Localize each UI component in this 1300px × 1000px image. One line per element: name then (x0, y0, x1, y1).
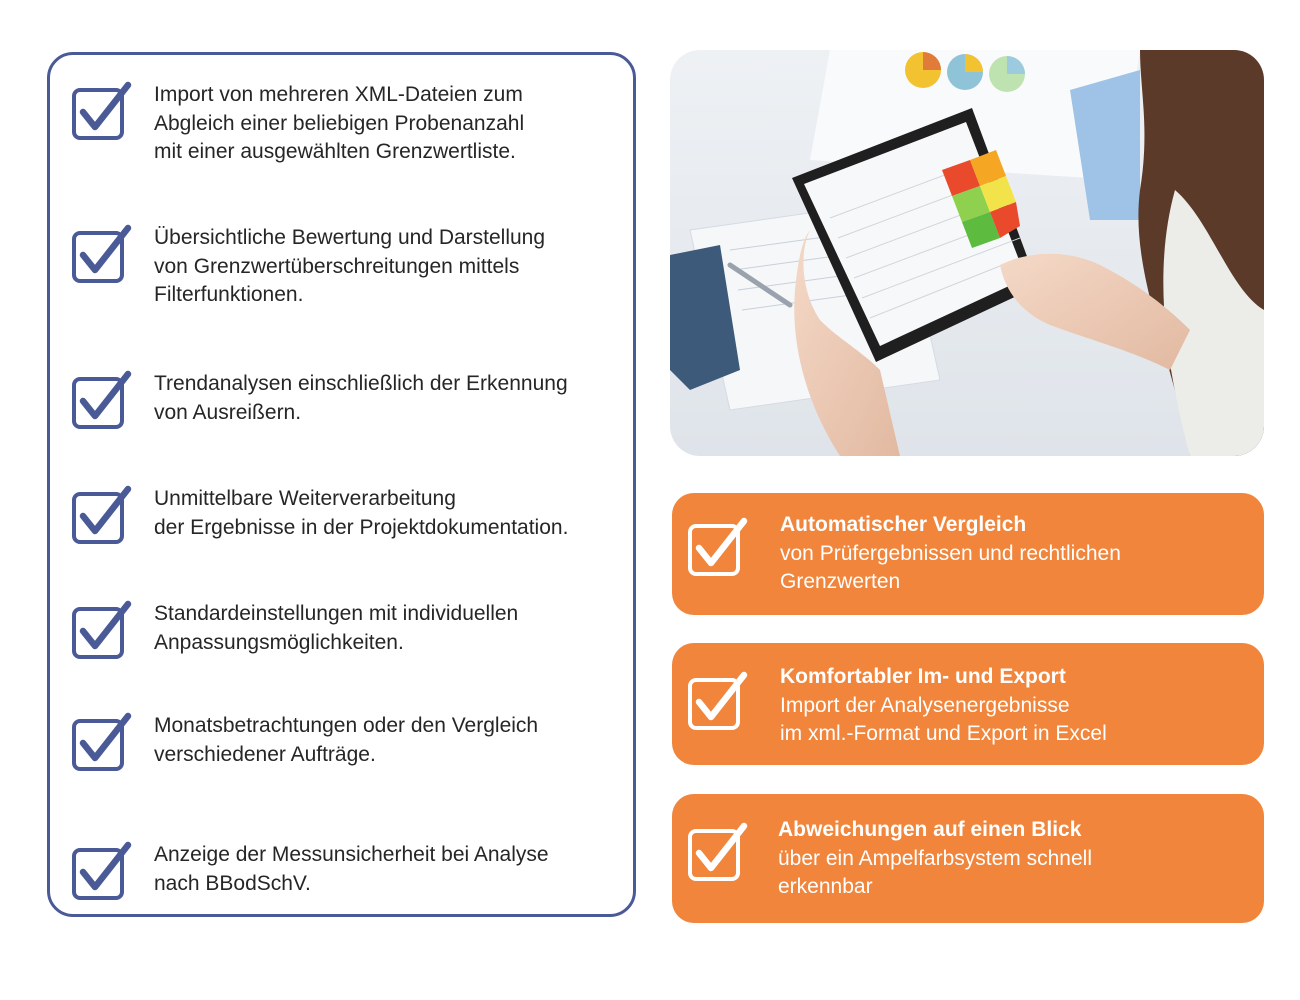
checkbox-checked-icon (70, 841, 132, 903)
feature-text: Monatsbetrachtungen oder den Vergleich verschiedener Aufträge. (154, 714, 539, 766)
feature-item (70, 370, 629, 432)
checkbox-checked-icon (686, 517, 748, 579)
feature-text: Übersichtliche Bewertung und Darstellung von Grenzwertüberschreitungen mittels Filterfunktionen. (154, 226, 546, 306)
feature-item (70, 600, 629, 662)
feature-text: Anzeige der Messunsicherheit bei Analyse nach BBodSchV. (154, 843, 549, 895)
card-body: über ein Ampelfarbsystem schnell erkennbar (778, 846, 1092, 898)
card-body: von Prüfergebnissen und rechtlichen Grenzwerten (780, 541, 1121, 593)
checkbox-checked-icon (70, 81, 132, 143)
card-title: Komfortabler Im- und Export (780, 665, 1066, 688)
feature-text: Import von mehreren XML-Dateien zum Abgleich einer beliebigen Probenanzahl mit einer ausgewählten Grenzwertliste. (154, 83, 525, 163)
checkbox-checked-icon (70, 485, 132, 547)
feature-text: Unmittelbare Weiterverarbeitung der Ergebnisse in der Projektdokumentation. (154, 487, 569, 539)
highlight-card (672, 493, 1264, 615)
card-text (780, 511, 1250, 597)
card-body: Import der Analysenergebnisse im xml.-Format und Export in Excel (780, 693, 1107, 745)
feature-item (70, 485, 629, 547)
highlight-card (672, 794, 1264, 923)
feature-item (70, 712, 629, 774)
card-title: Automatischer Vergleich (780, 513, 1027, 536)
checkbox-checked-icon (70, 224, 132, 286)
card-text (780, 663, 1250, 749)
checkbox-checked-icon (686, 822, 748, 884)
features-panel (47, 52, 636, 917)
card-text (778, 816, 1248, 902)
checkbox-checked-icon (70, 712, 132, 774)
checkbox-checked-icon (686, 671, 748, 733)
feature-item (70, 224, 629, 310)
tablet-photo (670, 50, 1264, 456)
tablet-photo-illustration (670, 50, 1264, 456)
feature-text: Standardeinstellungen mit individuellen Anpassungsmöglichkeiten. (154, 602, 519, 654)
feature-item (70, 81, 629, 167)
checkbox-checked-icon (70, 600, 132, 662)
feature-item (70, 841, 629, 903)
card-title: Abweichungen auf einen Blick (778, 818, 1082, 841)
highlight-card (672, 643, 1264, 765)
feature-text: Trendanalysen einschließlich der Erkennung von Ausreißern. (154, 372, 568, 424)
checkbox-checked-icon (70, 370, 132, 432)
